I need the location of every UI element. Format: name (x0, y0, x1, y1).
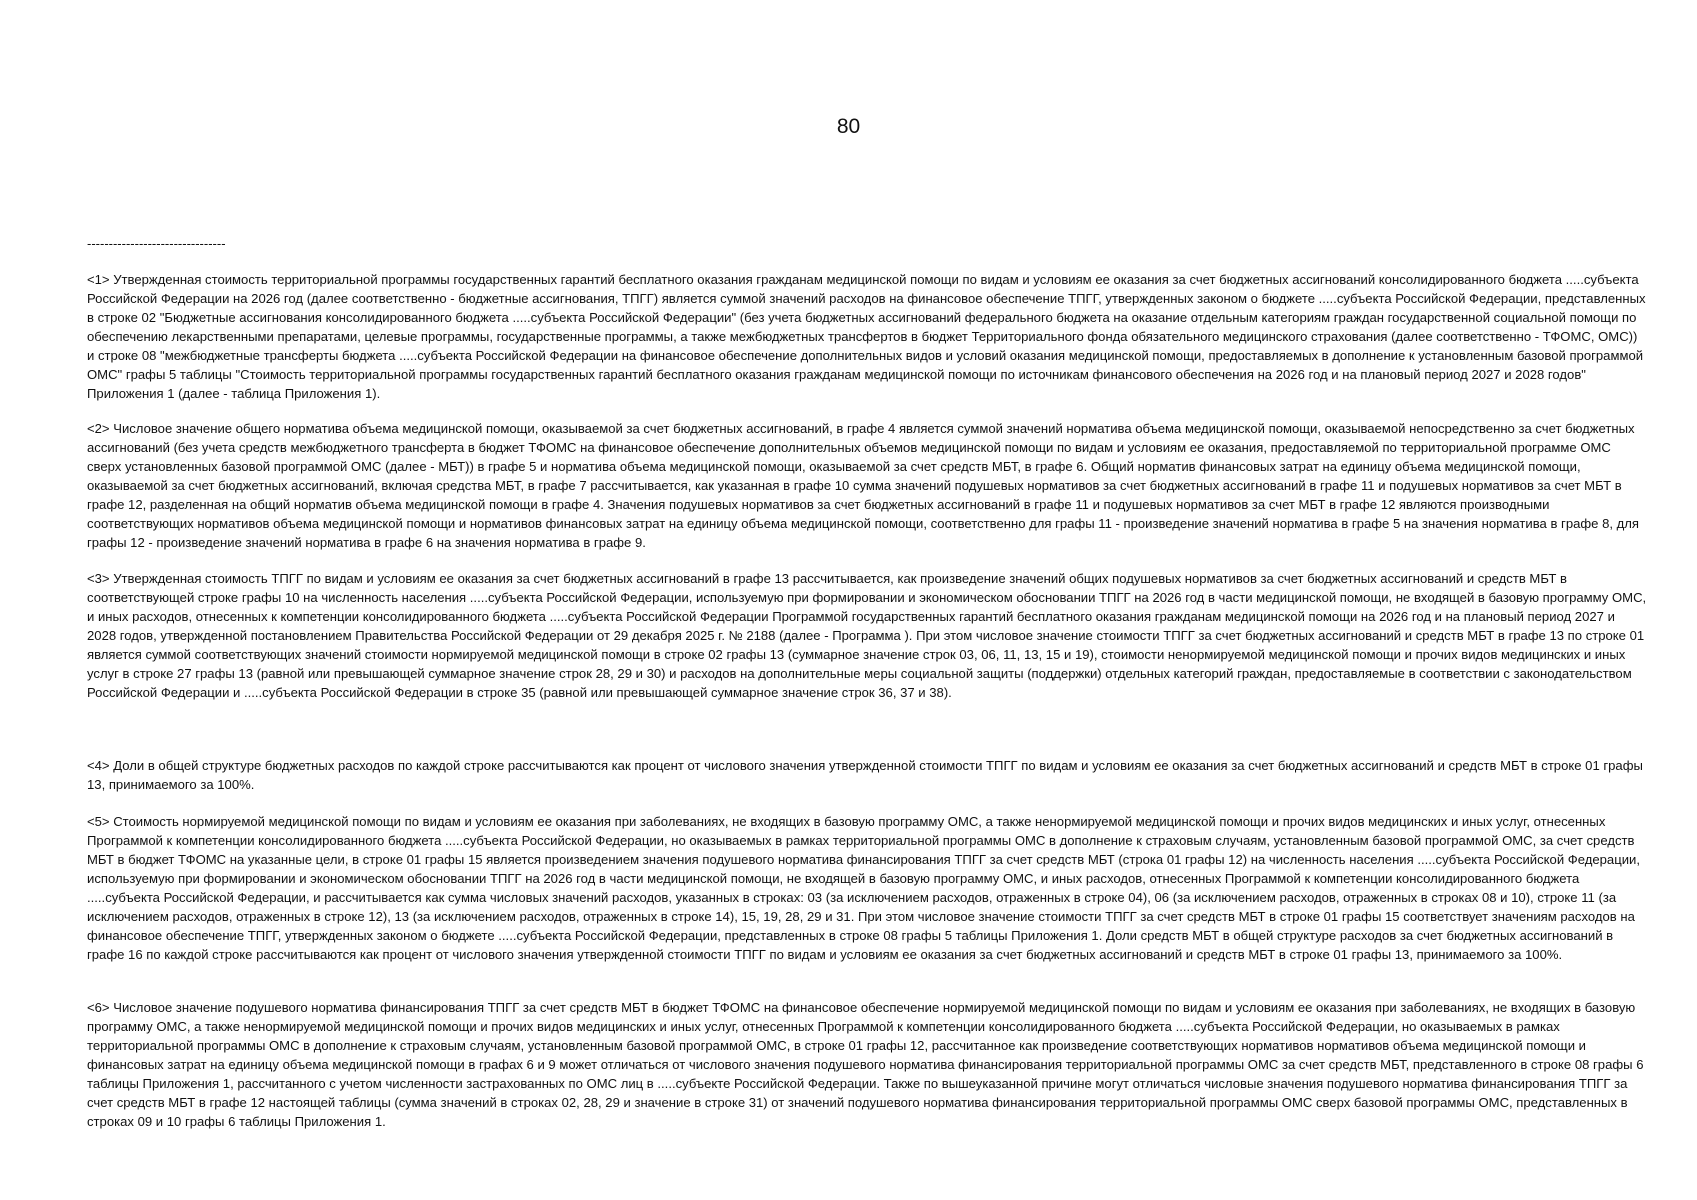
footnote-3: <3> Утвержденная стоимость ТПГГ по видам и условиям ее оказания за счет бюджетных ассигнований в графе 13 рассчитывается, как произведение значений общих подушевых нормативов за счет бюджетных ассигнований и средств МБТ в соответствующей строке графы 10 на численность населения .....субъекта Российской Федерации, используемую при формировании и экономическом обосновании ТПГГ на 2026 год в части медицинской помощи, не входящей в базовую программу ОМС, и иных расходов, отнесенных к компетенции консолидированного бюджета .....субъекта Российской Федерации Программой государственных гарантий бесплатного оказания гражданам медицинской помощи на 2026 год и на плановый период 2027 и 2028 годов, утвержденной постановлением Правительства Российской Федерации от 29 декабря 2025 г. № 2188 (далее - Программа ). При этом числовое значение стоимости ТПГГ за счет бюджетных ассигнований и средств МБТ в графе 13 по строке 01 является суммой соответствующих значений стоимости нормируемой медицинской помощи в строке 02 графы 13 (суммарное значение строк 03, 06, 11, 13, 15 и 19), стоимости ненормируемой медицинской помощи и прочих видов медицинских и иных услуг в строке 27 графы 13 (равной или превышающей суммарное значение строк 28, 29 и 30) и расходов на дополнительные меры социальной защиты (поддержки) отдельных категорий граждан, предоставляемые в соответствии с законодательством Российской Федерации и .....субъекта Российской Федерации в строке 35 (равной или превышающей суммарное значение строк 36, 37 и 38). (87, 571, 1647, 700)
footnote-2: <2> Числовое значение общего норматива объема медицинской помощи, оказываемой за счет бюджетных ассигнований, в графе 4 является суммой значений норматива объема медицинской помощи, оказываемой непосредственно за счет бюджетных ассигнований (без учета средств межбюджетного трансферта в бюджет ТФОМС на финансовое обеспечение дополнительных объемов медицинской помощи по видам и условиям ее оказания, предоставляемой по территориальной программе ОМС сверх установленных базовой программой ОМС (далее - МБТ)) в графе 5 и норматива объема медицинской помощи, оказываемой за счет средств МБТ, в графе 6. Общий норматив финансовых затрат на единицу объема медицинской помощи, оказываемой за счет бюджетных ассигнований, включая средства МБТ, в графе 7 рассчитывается, как указанная в графе 10 сумма значений подушевых нормативов за счет бюджетных ассигнований в графе 11 и подушевых нормативов за счет МБТ в графе 12, разделенная на общий норматив объема медицинской помощи в графе 4. Значения подушевых нормативов за счет бюджетных ассигнований в графе 11 и подушевых нормативов за счет МБТ в графе 12 являются производными соответствующих нормативов объема медицинской помощи и нормативов финансовых затрат на единицу объема медицинской помощи, соответственно для графы 11 - произведение значений норматива в графе 5 на значения норматива в графе 8, для графы 12 - произведение значений норматива в графе 6 на значения норматива в графе 9. (87, 421, 1640, 550)
footnote-1: <1> Утвержденная стоимость территориальной программы государственных гарантий бесплатного оказания гражданам медицинской помощи по видам и условиям ее оказания за счет бюджетных ассигнований консолидированного бюджета .....субъекта Российской Федерации на 2026 год (далее соответственно - бюджетные ассигнования, ТПГГ) является суммой значений расходов на финансовое обеспечение ТПГГ, утвержденных законом о бюджете .....субъекта Российской Федерации, представленных в строке 02 "Бюджетные ассигнования консолидированного бюджета .....субъекта Российской Федерации" (без учета бюджетных ассигнований федерального бюджета на оказание отдельным категориям граждан государственной социальной помощи по обеспечению лекарственными препаратами, целевые программы, государственные программы, а также межбюджетных трансфертов в бюджет Территориального фонда обязательного медицинского страхования (далее соответственно - ТФОМС, ОМС)) и строке 08 "межбюджетные трансферты бюджета .....субъекта Российской Федерации на финансовое обеспечение дополнительных видов и условий оказания медицинской помощи, предоставляемых в дополнение к установленным базовой программой ОМС" графы 5 таблицы "Стоимость территориальной программы государственных гарантий бесплатного оказания гражданам медицинской помощи по источникам финансового обеспечения на 2026 год и на плановый период 2027 и 2028 годов" Приложения 1 (далее - таблица Приложения 1). (87, 272, 1646, 401)
footnote-5: <5> Стоимость нормируемой медицинской помощи по видам и условиям ее оказания при заболеваниях, не входящих в базовую программу ОМС, а также ненормируемой медицинской помощи и прочих видов медицинских и иных услуг, отнесенных Программой к компетенции консолидированного бюджета .....субъекта Российской Федерации, но оказываемых в рамках территориальной программы ОМС в дополнение к страховым случаям, установленным базовой программой ОМС, за счет средств МБТ в бюджет ТФОМС на указанные цели, в строке 01 графы 15 является произведением значения подушевого норматива финансирования ТПГГ за счет средств МБТ (строка 01 графы 12) на численность населения .....субъекта Российской Федерации, используемую при формировании и экономическом обосновании ТПГГ на 2026 год в части медицинской помощи, не входящей в базовую программу ОМС, и иных расходов, отнесенных Программой к компетенции консолидированного бюджета .....субъекта Российской Федерации, и рассчитывается как сумма числовых значений расходов, указанных в строках: 03 (за исключением расходов, отраженных в строке 04), 06 (за исключением расходов, отраженных в строках 08 и 10), строке 11 (за исключением расходов, отраженных в строке 12), 13 (за исключением расходов, отраженных в строке 14), 15, 19, 28, 29 и 31. При этом числовое значение стоимости ТПГГ за счет средств МБТ в строке 01 графы 15 соответствует значениям расходов на финансовое обеспечение ТПГГ, утвержденных законом о бюджете .....субъекта Российской Федерации, представленных в строке 08 графы 5 таблицы Приложения 1. Доли средств МБТ в общей структуре расходов за счет бюджетных ассигнований в графе 16 по каждой строке рассчитываются как процент от числового значения утвержденной стоимости ТПГГ по видам и условиям ее оказания за счет бюджетных ассигнований и средств МБТ в строке 01 графы 13, принимаемого за 100%. (87, 814, 1640, 962)
footnote-4: <4> Доли в общей структуре бюджетных расходов по каждой строке рассчитываются как процент от числового значения утвержденной стоимости ТПГГ по видам и условиям ее оказания за счет бюджетных ассигнований и средств МБТ в строке 01 графы 13, принимаемого за 100%. (87, 758, 1643, 792)
footnote-6: <6> Числовое значение подушевого норматива финансирования ТПГГ за счет средств МБТ в бюджет ТФОМС на финансовое обеспечение нормируемой медицинской помощи по видам и условиям ее оказания при заболеваниях, не входящих в базовую программу ОМС, а также ненормируемой медицинской помощи и прочих видов медицинских и иных услуг, отнесенных Программой к компетенции консолидированного бюджета .....субъекта Российской Федерации, но оказываемых в рамках территориальной программы ОМС в дополнение к страховым случаям, установленным базовой программой ОМС, в строке 01 графы 12, рассчитанное как произведение соответствующих нормативов нормативов объема медицинской помощи и финансовых затрат на единицу объема медицинской помощи в графах 6 и 9 может отличаться от числового значения подушевого норматива финансирования территориальной программы ОМС за счет средств МБТ, представленного в строке 08 графы 6 таблицы Приложения 1, рассчитанного с учетом численности застрахованных по ОМС лиц в .....субъекте Российской Федерации. Также по вышеуказанной причине могут отличаться числовые значения подушевого норматива финансирования ТПГГ за счет средств МБТ в графе 12 настоящей таблицы (сумма значений в строках 02, 28, 29 и значение в строке 31) от значений подушевого норматива финансирования территориальной программы ОМС сверх базовой программы ОМС, представленных в строках 09 и 10 графы 6 таблицы Приложения 1. (87, 1000, 1644, 1129)
footnote-separator: -------------------------------- (87, 236, 226, 251)
page-number: 80 (836, 115, 861, 138)
